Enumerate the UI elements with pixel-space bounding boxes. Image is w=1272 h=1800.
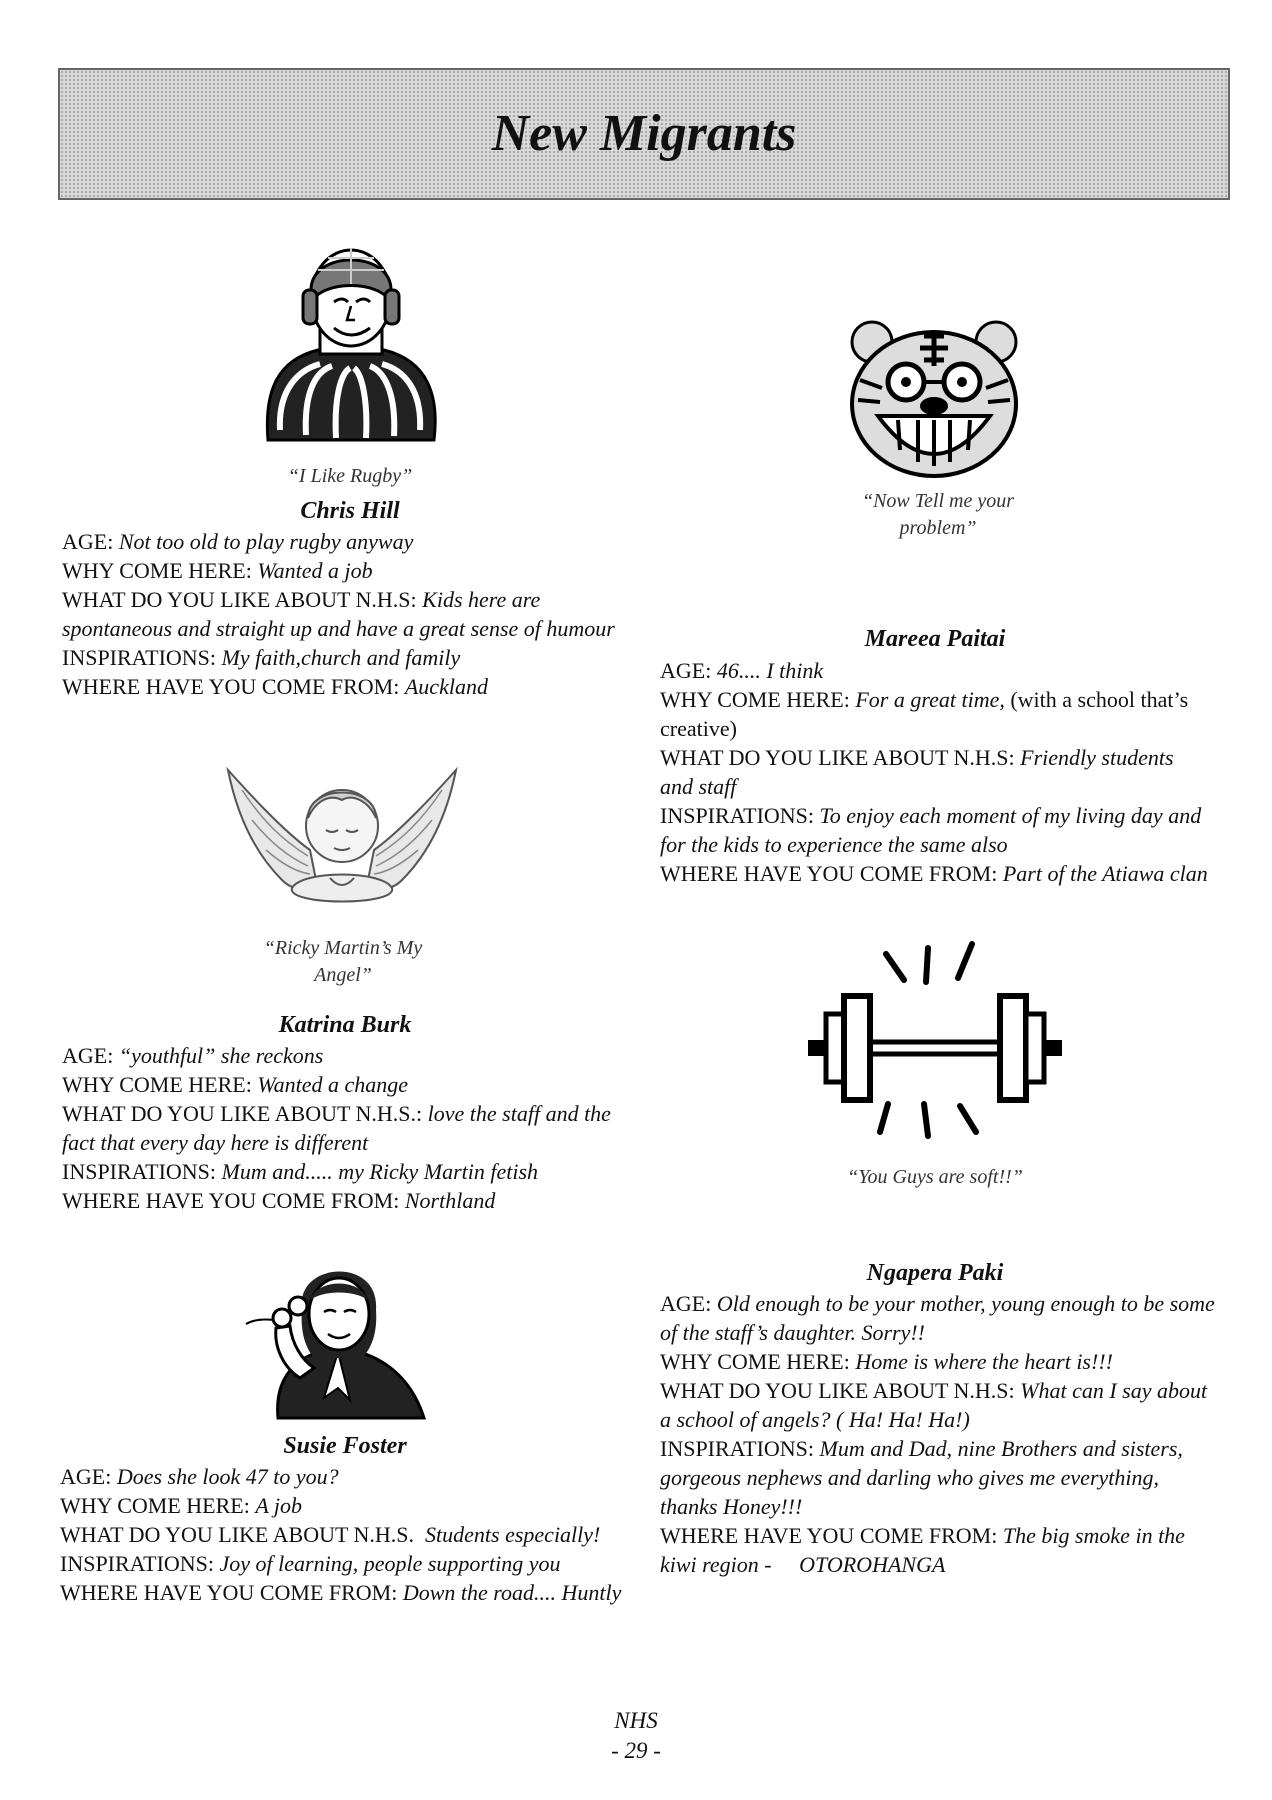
mareea-paitai-age: 46.... I think: [716, 658, 824, 683]
from-label: WHERE HAVE YOU COME FROM:: [62, 674, 400, 699]
ngapera-paki-insp: Mum and Dad, nine Brothers and sisters, gorgeous nephews and darling who gives me everything, thanks Honey!!!: [660, 1436, 1183, 1519]
ngapera-paki-like: What can I say about a school of angels? ( Ha! Ha! Ha!): [660, 1378, 1208, 1432]
insp-label: INSPIRATIONS:: [660, 803, 815, 828]
insp-label: INSPIRATIONS:: [660, 1436, 815, 1461]
page-title: New Migrants: [491, 105, 797, 162]
insp-label: INSPIRATIONS:: [60, 1551, 215, 1576]
insp-label: INSPIRATIONS:: [62, 645, 217, 670]
katrina-burk-name: Katrina Burk: [278, 1012, 412, 1038]
susie-foster-profile: [60, 1462, 630, 1607]
mareea-paitai-why-extra: (with a school that’s creative): [660, 687, 1189, 741]
susie-foster-like: Students especially!: [425, 1522, 601, 1547]
age-label: AGE:: [62, 529, 114, 554]
why-label: WHY COME HERE:: [660, 687, 850, 712]
age-label: AGE:: [62, 1043, 114, 1068]
insp-label: INSPIRATIONS:: [62, 1159, 217, 1184]
chris-hill-name: Chris Hill: [300, 498, 400, 524]
footer-school: NHS: [614, 1708, 658, 1733]
age-label: AGE:: [660, 658, 712, 683]
chris-hill-from: Auckland: [404, 674, 488, 699]
ngapera-paki-profile: [660, 1289, 1220, 1579]
ngapera-paki-age: Old enough to be your mother, young enough to be some of the staff’s daughter. Sorry!!: [660, 1291, 1215, 1345]
like-label: WHAT DO YOU LIKE ABOUT N.H.S:: [660, 745, 1015, 770]
age-label: AGE:: [660, 1291, 712, 1316]
chris-hill-caption: “I Like Rugby”: [287, 465, 413, 487]
ngapera-paki-name: Ngapera Paki: [866, 1260, 1004, 1286]
why-label: WHY COME HERE:: [62, 1072, 252, 1097]
ngapera-paki-caption: “You Guys are soft!!”: [847, 1166, 1023, 1188]
ngapera-paki-from-extra: OTOROHANGA: [799, 1552, 946, 1577]
katrina-burk-caption: “Ricky Martin’s My Angel”: [263, 937, 423, 986]
mareea-paitai-profile: [660, 656, 1210, 888]
like-label: WHAT DO YOU LIKE ABOUT N.H.S:: [62, 587, 417, 612]
chris-hill-age: Not too old to play rugby anyway: [118, 529, 414, 554]
susie-foster-why: A job: [255, 1493, 302, 1518]
chris-hill-insp: My faith,church and family: [221, 645, 461, 670]
susie-foster-name: Susie Foster: [283, 1433, 407, 1459]
chris-hill-profile: [62, 527, 622, 701]
chris-hill-why: Wanted a job: [257, 558, 373, 583]
ngapera-paki-from: The big smoke in the kiwi region -: [660, 1523, 1185, 1577]
susie-foster-from: Down the road.... Huntly: [402, 1580, 622, 1605]
page-number: - 29 -: [611, 1738, 661, 1763]
mareea-paitai-from: Part of the Atiawa clan: [1002, 861, 1208, 886]
katrina-burk-profile: [62, 1041, 622, 1215]
katrina-burk-like: love the staff and the fact that every day here is different: [62, 1101, 611, 1155]
mareea-paitai-why: For a great time,: [855, 687, 1005, 712]
angel-icon: [222, 760, 462, 920]
susie-foster-age: Does she look 47 to you?: [116, 1464, 339, 1489]
like-label: WHAT DO YOU LIKE ABOUT N.H.S.: [60, 1522, 415, 1547]
mareea-paitai-insp: To enjoy each moment of my living day and for the kids to experience the same also: [660, 803, 1202, 857]
like-label: WHAT DO YOU LIKE ABOUT N.H.S:: [660, 1378, 1015, 1403]
katrina-burk-age: “youthful” she reckons: [118, 1043, 324, 1068]
from-label: WHERE HAVE YOU COME FROM:: [62, 1188, 400, 1213]
ngapera-paki-why: Home is where the heart is!!!: [855, 1349, 1113, 1374]
katrina-burk-insp: Mum and..... my Ricky Martin fetish: [221, 1159, 539, 1184]
katrina-burk-why: Wanted a change: [257, 1072, 409, 1097]
why-label: WHY COME HERE:: [60, 1493, 250, 1518]
woman-on-phone-icon: [244, 1248, 430, 1420]
like-label: WHAT DO YOU LIKE ABOUT N.H.S.:: [62, 1101, 423, 1126]
mareea-paitai-like: Friendly students and staff: [660, 745, 1174, 799]
mareea-paitai-name: Mareea Paitai: [864, 626, 1006, 652]
from-label: WHERE HAVE YOU COME FROM:: [660, 861, 998, 886]
why-label: WHY COME HERE:: [660, 1349, 850, 1374]
susie-foster-insp: Joy of learning, people supporting you: [219, 1551, 561, 1576]
barbell-icon: [800, 936, 1070, 1152]
tiger-face-icon: [846, 316, 1022, 480]
from-label: WHERE HAVE YOU COME FROM:: [60, 1580, 398, 1605]
from-label: WHERE HAVE YOU COME FROM:: [660, 1523, 998, 1548]
katrina-burk-from: Northland: [404, 1188, 496, 1213]
title-banner: [58, 68, 1230, 200]
rugby-player-icon: [258, 240, 444, 446]
why-label: WHY COME HERE:: [62, 558, 252, 583]
mareea-paitai-caption: “Now Tell me your problem”: [861, 490, 1015, 539]
age-label: AGE:: [60, 1464, 112, 1489]
chris-hill-like: Kids here are spontaneous and straight up and have a great sense of humour: [62, 587, 615, 641]
